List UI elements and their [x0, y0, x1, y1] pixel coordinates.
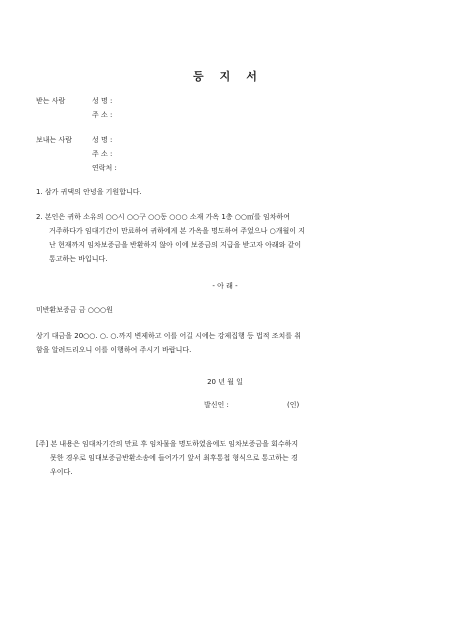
date-line: 20 년 월 일	[207, 378, 243, 386]
paragraph-2-line-2: 거주하다가 임대기간이 만료하여 귀하에게 본 가옥을 명도하여 주었으나 ○개월이 지	[49, 227, 306, 235]
paragraph-1: 1. 삼가 귀댁의 안녕을 기원합니다.	[36, 188, 142, 196]
deposit-amount-line: 미반환보증금 금 ○○○원	[36, 306, 113, 314]
sender-contact-field: 연락처 :	[92, 164, 117, 172]
paragraph-2-line-4: 통고하는 바입니다.	[49, 255, 108, 263]
seal-mark: (인)	[287, 401, 300, 409]
paragraph-3-line-1: 상기 대금을 20○○. ○. ○.까지 변제하고 이를 어길 시에는 강제집행 등 법적 조치를 취	[36, 332, 302, 340]
recipient-label: 받는 사람	[36, 97, 66, 105]
recipient-name-field: 성 명 :	[92, 97, 113, 105]
sender-label: 보내는 사람	[36, 136, 73, 144]
recipient-address-field: 주 소 :	[92, 111, 113, 119]
sender-signature-label: 발신인 :	[204, 401, 229, 409]
footnote	[36, 437, 298, 479]
paragraph-2-line-1: 2. 본인은 귀하 소유의 ○○시 ○○구 ○○동 ○○○ 소재 가옥 1층 ○○㎡를 임차하여	[36, 213, 291, 221]
document-title: 등지서	[193, 70, 273, 83]
paragraph-2	[36, 210, 305, 266]
sender-name-field: 성 명 :	[92, 136, 113, 144]
paragraph-3-line-2: 함을 알려드리오니 이를 이행하여 주시기 바랍니다.	[36, 346, 192, 354]
paragraph-2-line-3: 난 현재까지 임차보증금을 반환하지 않아 이에 보증금의 지급을 받고자 아래와 같이	[49, 241, 302, 249]
footnote-line-3: 우이다.	[50, 468, 73, 476]
sender-address-field: 주 소 :	[92, 150, 113, 158]
paragraph-3	[36, 329, 301, 357]
section-heading: - 아 래 -	[212, 282, 238, 290]
footnote-line-1: [주] 본 내용은 임대차기간의 만료 후 임차물을 명도하였음에도 임차보증금을 회수하지	[36, 440, 299, 448]
footnote-line-2: 못한 경우로 임대보증금반환소송에 들어가기 앞서 최후통첩 형식으로 통고하는 경	[50, 454, 298, 462]
